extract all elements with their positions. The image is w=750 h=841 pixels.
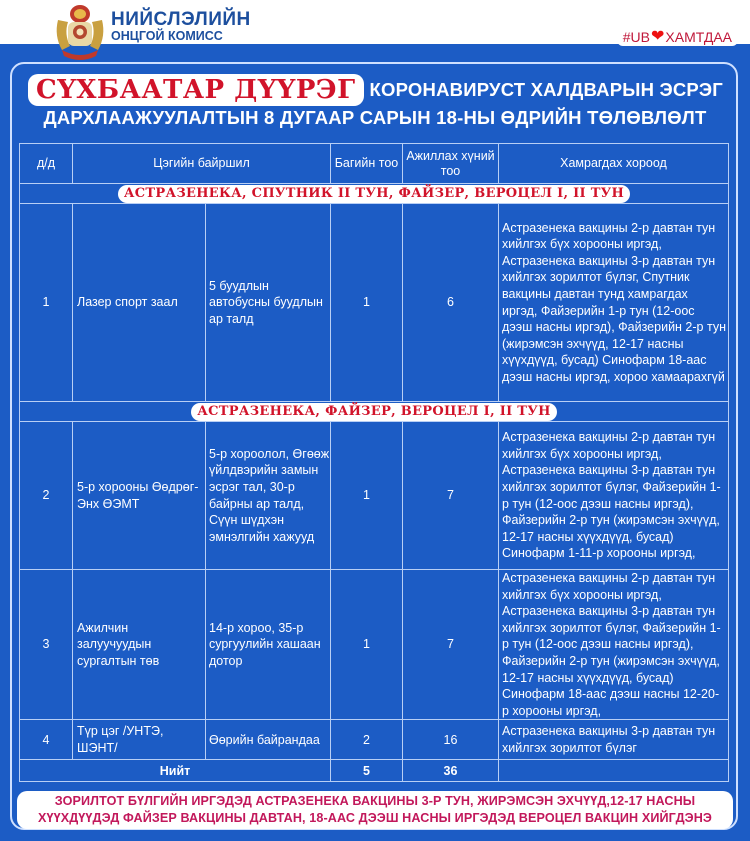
row-teams: 1 — [331, 570, 403, 720]
table-row — [20, 422, 729, 570]
row-location: 5-р хорооны Өөдрөг-Энх ӨЭМТ — [73, 422, 206, 570]
row-staff: 7 — [403, 422, 499, 570]
vaccination-schedule-table — [19, 143, 729, 782]
row-address: 14-р хороо, 35-р сургуулийн хашаан дотор — [206, 570, 331, 720]
hashtag-badge — [617, 28, 738, 46]
row-location: Лазер спорт заал — [73, 204, 206, 402]
header-staff: Ажиллах хүний тоо — [403, 144, 499, 184]
row-location: Ажилчин залуучуудын сургалтын төв — [73, 570, 206, 720]
row-coverage: Астразенека вакцины 2-р давтан тун хийлгэх бүх хорооны иргэд, Астразенека вакцины 3-р давтан тун хийлгэх зорилтот бүлэг, Файзерийн 1-р тун (12-оос дээш насны иргэд), Файзерийн 2-р тун (жирэмсэн эхчүүд, 12-17 насны хүүхдүүд, бусад) Синофарм 1-11-р хорооны иргэд, — [499, 422, 729, 570]
table-row — [20, 720, 729, 760]
title-row — [28, 74, 723, 106]
footnote-banner: ЗОРИЛТОТ БҮЛГИЙН ИРГЭДЭД АСТРАЗЕНЕКА ВАКЦИНЫ 3-Р ТУН, ЖИРЭМСЭН ЭХЧҮҮД,12-17 НАСНЫ ХҮҮХДҮҮДЭД ФАЙЗЕР ВАКЦИНЫ ДАВТАН, 18-ААС ДЭЭШ НАСНЫ ИРГЭДЭД ВЕРОЦЕЛ ВАКЦИН ХИЙГДЭНЭ — [17, 791, 733, 829]
row-coverage: Астразенека вакцины 2-р давтан тун хийлгэх бүх хорооны иргэд, Астразенека вакцины 3-р давтан тун хийлгэх зорилтот бүлэг, Файзерийн 1-р тун (12-оос дээш насны иргэд), Файзерийн 2-р тун (жирэмсэн эхчүүд, 12-17 насны хүүхдүүд, бусад) Синофарм 18-аас дээш насны 12-20-р хорооны иргэд, — [499, 570, 729, 720]
row-teams: 1 — [331, 204, 403, 402]
section-row — [20, 184, 729, 204]
section-label: АСТРАЗЕНЕКА, СПУТНИК II ТУН, ФАЙЗЕР, ВЕРОЦЕЛ I, II ТУН — [118, 185, 630, 203]
row-staff: 7 — [403, 570, 499, 720]
heart-icon: ❤ — [651, 28, 665, 45]
total-teams: 5 — [331, 760, 403, 782]
org-name-line1: НИЙСЛЭЛИЙН — [111, 9, 251, 30]
org-brand — [111, 11, 251, 43]
row-num: 4 — [20, 720, 73, 760]
row-location: Түр цэг /УНТЭ, ШЭНТ/ — [73, 720, 206, 760]
row-num: 2 — [20, 422, 73, 570]
section-label: АСТРАЗЕНЕКА, ФАЙЗЕР, ВЕРОЦЕЛ I, II ТУН — [191, 403, 556, 421]
row-num: 1 — [20, 204, 73, 402]
row-staff: 16 — [403, 720, 499, 760]
header-coverage: Хамрагдах хороод — [499, 144, 729, 184]
total-staff: 36 — [403, 760, 499, 782]
title-line1: КОРОНАВИРУСТ ХАЛДВАРЫН ЭСРЭГ — [369, 79, 723, 100]
section-row — [20, 402, 729, 422]
header-location: Цэгийн байршил — [73, 144, 331, 184]
row-coverage: Астразенека вакцины 2-р давтан тун хийлгэх бүх хорооны иргэд, Астразенека вакцины 3-р давтан тун хийлгэх зорилтот бүлэг, Спутник вакцины давтан тунд хамрагдах иргэд, Файзерийн 1-р тун (12-оос дээш насны иргэд), Файзерийн 2-р тун (жирэмсэн эхчүүд, 12-17 насны хүүхдүүд, бусад) Синофарм 18-аас дээш насны иргэд, хороо хамаарахгүй — [499, 204, 729, 402]
row-address: Өөрийн байрандаа — [206, 720, 331, 760]
city-emblem-icon — [52, 2, 108, 62]
hashtag-suffix: ХАМТДАА — [665, 29, 732, 45]
row-address: 5-р хороолол, Өгөөж үйлдвэрийн замын эсрэг тал, 30-р байрны ар талд, Сүүн шүдхэн эмнэлгийн хажууд — [206, 422, 331, 570]
table-row — [20, 204, 729, 402]
table-row — [20, 570, 729, 720]
org-name-line2: ОНЦГОЙ КОМИСС — [111, 29, 223, 43]
total-label: Нийт — [20, 760, 331, 782]
row-teams: 1 — [331, 422, 403, 570]
table-header-row — [20, 144, 729, 184]
row-teams: 2 — [331, 720, 403, 760]
hashtag-prefix: #UB — [622, 29, 650, 45]
header-num: д/д — [20, 144, 73, 184]
row-staff: 6 — [403, 204, 499, 402]
row-address: 5 буудлын автобусны буудлын ар талд — [206, 204, 331, 402]
total-row — [20, 760, 729, 782]
title-line2: ДАРХЛААЖУУЛАЛТЫН 8 ДУГААР САРЫН 18-НЫ ӨДРИЙН ТӨЛӨВЛӨЛТ — [43, 107, 707, 128]
row-num: 3 — [20, 570, 73, 720]
row-coverage: Астразенека вакцины 3-р давтан тун хийлгэх зорилтот бүлэг — [499, 720, 729, 760]
header-teams: Багийн тоо — [331, 144, 403, 184]
total-coverage-empty — [499, 760, 729, 782]
district-title: СҮХБААТАР ДҮҮРЭГ — [28, 74, 364, 106]
